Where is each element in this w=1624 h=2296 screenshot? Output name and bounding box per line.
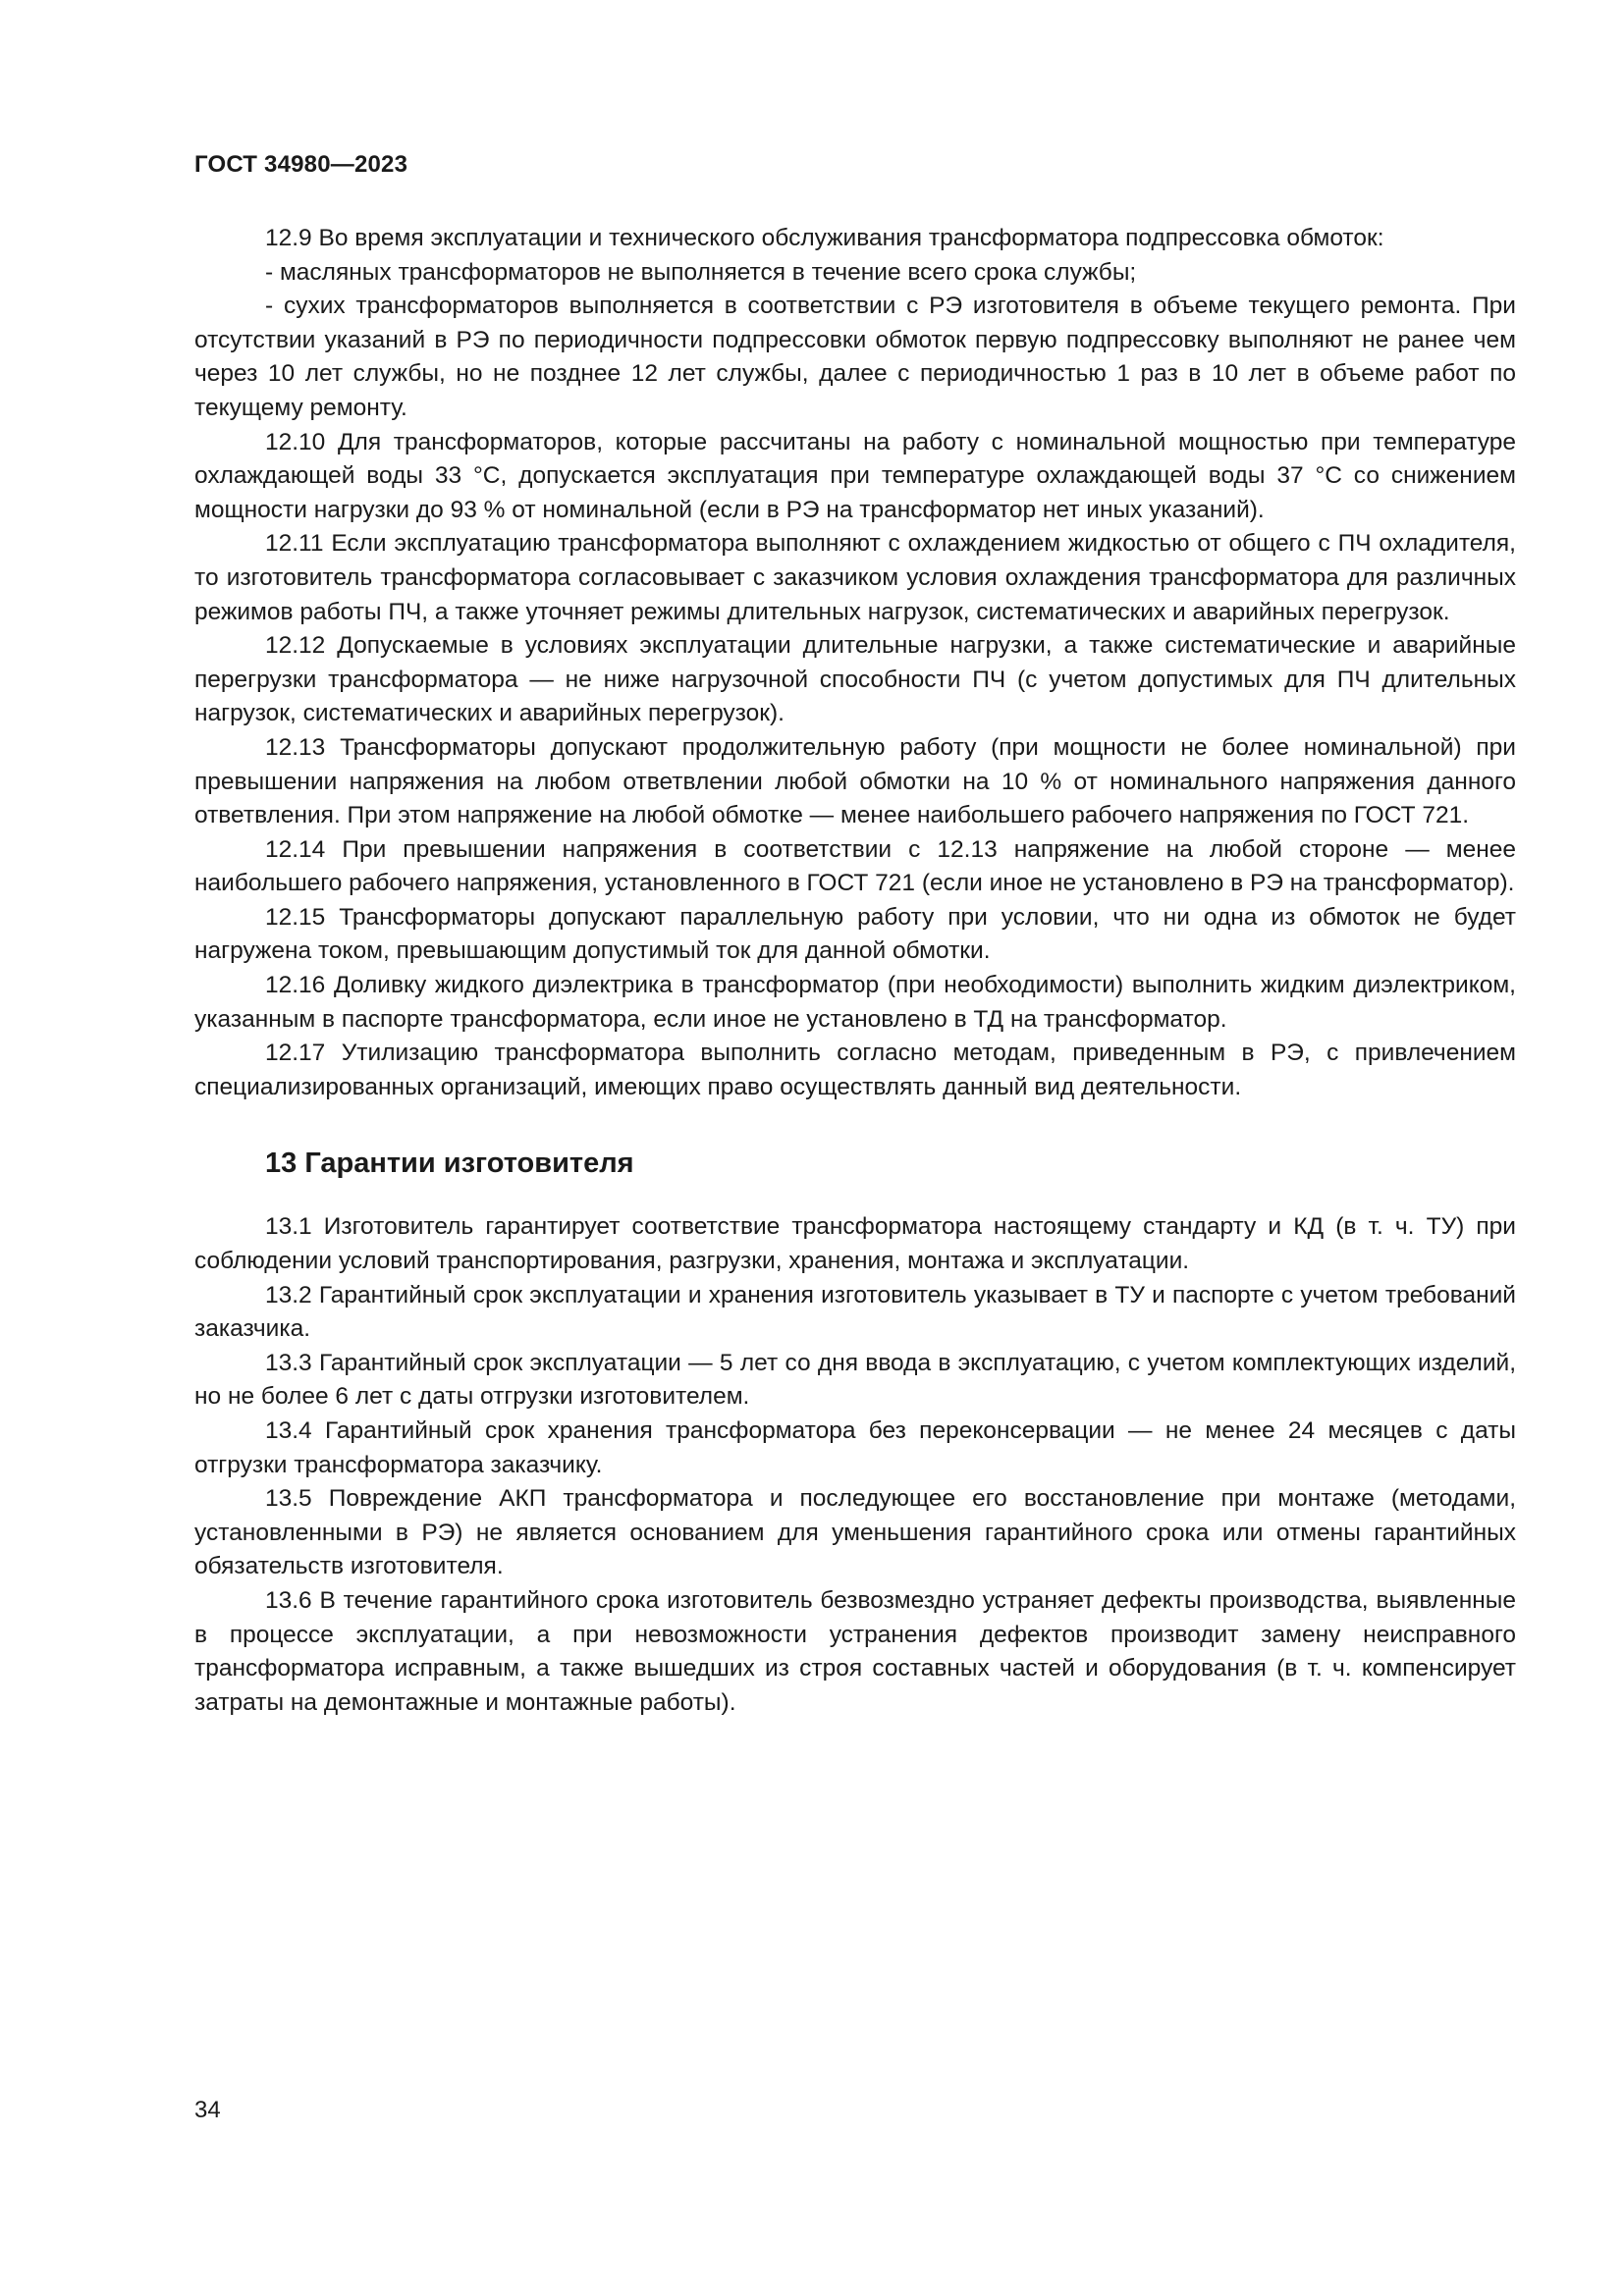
document-code-header: ГОСТ 34980—2023 (194, 151, 408, 178)
paragraph-13-4: 13.4 Гарантийный срок хранения трансформатора без переконсервации — не менее 24 месяцев с даты отгрузки трансформатора заказчику. (194, 1417, 1516, 1478)
paragraph-13-3: 13.3 Гарантийный срок эксплуатации — 5 лет со дня ввода в эксплуатацию, с учетом комплектующих изделий, но не более 6 лет с даты отгрузки изготовителем. (194, 1349, 1516, 1411)
list-item-oil-transformers: - масляных трансформаторов не выполняется в течение всего срока службы; (265, 258, 1137, 286)
paragraph-12-16: 12.16 Доливку жидкого диэлектрика в трансформатор (при необходимости) выполнить жидким диэлектриком, указанным в паспорте трансформатора, если иное не установлено в ТД на трансформатор. (194, 972, 1516, 1033)
paragraph-12-14: 12.14 При превышении напряжения в соответствии с 12.13 напряжение на любой стороне — менее наибольшего рабочего напряжения, установленного в ГОСТ 721 (если иное не установлено в РЭ на трансформатор). (194, 835, 1516, 897)
paragraph-13-2: 13.2 Гарантийный срок эксплуатации и хранения изготовитель указывает в ТУ и паспорте с учетом требований заказчика. (194, 1281, 1516, 1343)
section-13-title: 13 Гарантии изготовителя (265, 1148, 634, 1180)
page-body (194, 222, 1516, 1720)
paragraph-12-10: 12.10 Для трансформаторов, которые рассчитаны на работу с номинальной мощностью при температуре охлаждающей воды 33 °С, допускается эксплуатация при температуре охлаждающей воды 37 °С со снижением мощности нагрузки до 93 % от номинальной (если в РЭ на трансформатор нет иных указаний). (194, 428, 1516, 523)
paragraph-12-9: 12.9 Во время эксплуатации и технического обслуживания трансформатора подпрессовка обмоток: (265, 225, 1384, 251)
paragraph-12-13: 12.13 Трансформаторы допускают продолжительную работу (при мощности не более номинальной) при превышении напряжения на любом ответвлении любой обмотки на 10 % от номинального напряжения данного ответвления. При этом напряжение на любой обмотке — менее наибольшего рабочего напряжения по ГОСТ 721. (194, 733, 1516, 829)
paragraph-12-15: 12.15 Трансформаторы допускают параллельную работу при условии, что ни одна из обмоток не будет нагружена током, превышающим допустимый ток для данной обмотки. (194, 903, 1516, 965)
paragraph-13-6: 13.6 В течение гарантийного срока изготовитель безвозмездно устраняет дефекты производства, выявленные в процессе эксплуатации, а при невозможности устранения дефектов производит замену неисправного трансформатора исправным, а также вышедших из строя составных частей и оборудования (в т. ч. компенсирует затраты на демонтажные и монтажные работы). (194, 1586, 1516, 1716)
list-item-dry-transformers: - сухих трансформаторов выполняется в соответствии с РЭ изготовителя в объеме текущего ремонта. При отсутствии указаний в РЭ по периодичности подпрессовки обмоток первую подпрессовку выполняют не ранее чем через 10 лет службы, но не позднее 12 лет службы, далее с периодичностью 1 раз в 10 лет в объеме работ по текущему ремонту. (194, 293, 1516, 421)
paragraph-12-11: 12.11 Если эксплуатацию трансформатора выполняют с охлаждением жидкостью от общего с ПЧ охладителя, то изготовитель трансформатора согласовывает с заказчиком условия охлаждения трансформатора для различных режимов работы ПЧ, а также уточняет режимы длительных нагрузок, систематических и аварийных перегрузок. (194, 530, 1516, 625)
paragraph-12-12: 12.12 Допускаемые в условиях эксплуатации длительные нагрузки, а также систематические и аварийные перегрузки трансформатора — не ниже нагрузочной способности ПЧ (с учетом допустимых для ПЧ длительных нагрузок, систематических и аварийных перегрузок). (194, 632, 1516, 727)
page-number: 34 (194, 2097, 221, 2123)
paragraph-13-5: 13.5 Повреждение АКП трансформатора и последующее его восстановление при монтаже (методами, установленными в РЭ) не является основанием для уменьшения гарантийного срока или отмены гарантийных обязательств изготовителя. (194, 1485, 1516, 1580)
paragraph-12-17: 12.17 Утилизацию трансформатора выполнить согласно методам, приведенным в РЭ, с привлечением специализированных организаций, имеющих право осуществлять данный вид деятельности. (194, 1040, 1516, 1100)
paragraph-13-1: 13.1 Изготовитель гарантирует соответствие трансформатора настоящему стандарту и КД (в т. ч. ТУ) при соблюдении условий транспортирования, разгрузки, хранения, монтажа и эксплуатации. (194, 1213, 1516, 1275)
